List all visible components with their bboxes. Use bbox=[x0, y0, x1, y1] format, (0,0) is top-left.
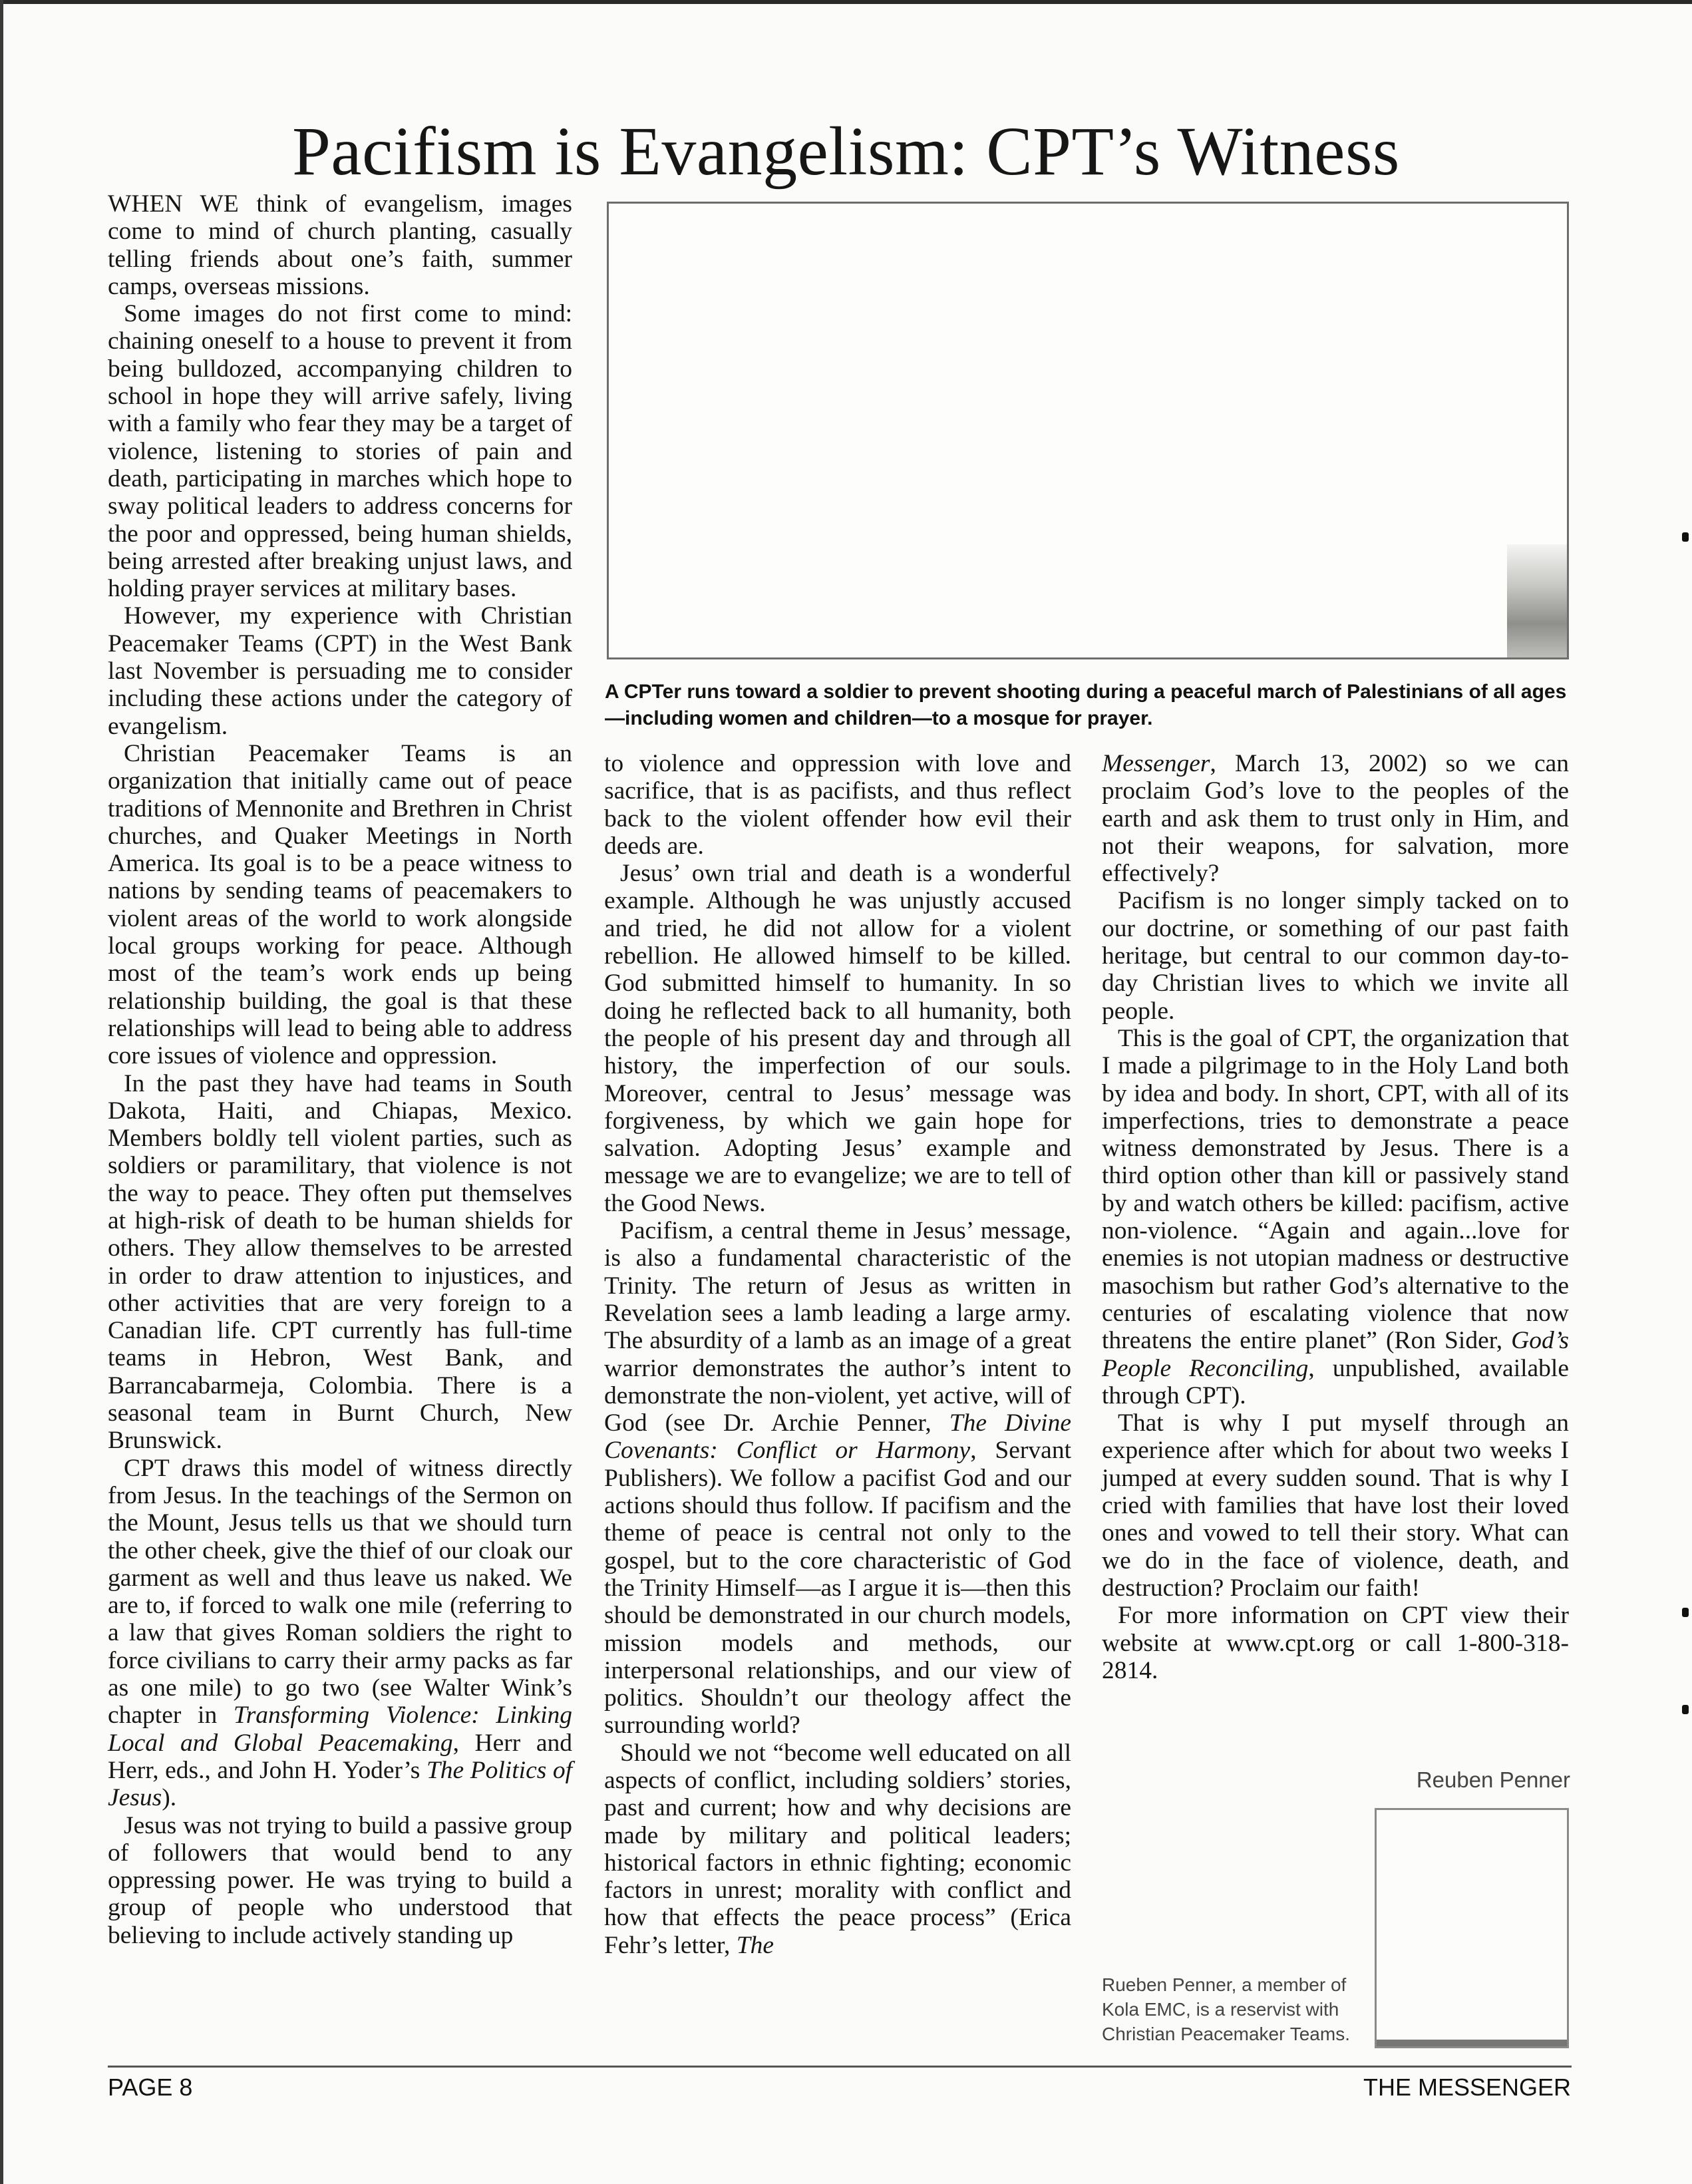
text-run: This is the goal of CPT, the organization that I made a pilgrimage to in the Holy Land both by idea and body. In short, CPT, with all of its imperfections, tries to demonstrate a peace witness demonstrated by Jesus. There is a third option other than kill or passively stand by and watch others be killed: pacifism, active non-violence. “Again and again...love for enemies is not utopian madness or destructive masochism but rather God’s alternative to the centuries of escalating violence that now threatens the entire planet” (Ron Sider, bbox=[1102, 1024, 1569, 1355]
book-title: Transforming Violence: Linking Local and Global Peacemaking bbox=[108, 1702, 572, 1757]
scan-edge-top bbox=[0, 0, 1692, 4]
page-number: PAGE 8 bbox=[108, 2074, 193, 2101]
article-column-2 bbox=[604, 750, 1071, 1959]
paragraph: Some images do not first come to mind: chaining oneself to a house to prevent it from being bulldozed, accompanying children to school in hope they will arrive safely, living with a family who fear they may be a target of violence, listening to stories of pain and death, participating in marches which hope to sway political leaders to address concerns for the poor and oppressed, being human shields, being arrested after breaking unjust laws, and holding prayer services at military bases. bbox=[108, 300, 572, 603]
text-run: ). bbox=[162, 1784, 177, 1812]
book-title: God’s People Reconciling bbox=[1102, 1327, 1569, 1382]
paragraph: For more information on CPT view their website at www.cpt.org or call 1-800-318-2814. bbox=[1102, 1602, 1569, 1684]
article-column-3 bbox=[1102, 750, 1569, 1684]
paragraph: Jesus was not trying to build a passive group of followers that would bend to any oppressing power. He was trying to build a group of people who understood that believing to include actively standing up bbox=[108, 1811, 572, 1949]
article-column-1 bbox=[108, 190, 572, 1949]
paragraph bbox=[604, 1739, 1071, 1959]
photo-shadow bbox=[1377, 2040, 1567, 2046]
text-run: Should we not “become well educated on all aspects of conflict, including soldiers’ stories, past and current; how and why decisions are made by military and political leaders; historical factors in ethnic fighting; economic factors in unrest; morality with conflict and how that effects the peace process” (Erica Fehr’s letter, bbox=[604, 1739, 1071, 1959]
scan-mark bbox=[1682, 1608, 1689, 1617]
paragraph bbox=[1102, 750, 1569, 887]
text-run: Pacifism, a central theme in Jesus’ message, is also a fundamental characteristic of the Trinity. The return of Jesus as written in Revelation sees a lamb leading a large army. The absurdity of a lamb as an image of a great warrior demonstrates the author’s intent to demonstrate the non-violent, yet active, will of God (see Dr. Archie Penner, bbox=[604, 1217, 1071, 1437]
scan-edge-left bbox=[0, 0, 3, 2184]
scan-mark bbox=[1682, 1705, 1689, 1714]
author-photo bbox=[1375, 1808, 1569, 2048]
article-photo bbox=[607, 202, 1569, 659]
paragraph: That is why I put myself through an experience after which for about two weeks I jumped at every sudden sound. That is why I cried with families that have lost their loved ones and vowed to tell their story. What can we do in the face of violence, death, and destruction? Proclaim our faith! bbox=[1102, 1409, 1569, 1602]
paragraph bbox=[1102, 1025, 1569, 1409]
paragraph bbox=[108, 1455, 572, 1812]
book-title: The Divine Covenants: Conflict or Harmony bbox=[604, 1409, 1071, 1465]
publication-title: The bbox=[736, 1931, 774, 1959]
paragraph: Jesus’ own trial and death is a wonderful example. Although he was unjustly accused and tried, he did not allow for a violent rebellion. He allowed himself to be killed. God submitted himself to humanity. In so doing he reflected back to all humanity, both the people of his present day and through all history, the imperfection of our souls. Moreover, central to Jesus’ message was forgiveness, by which we gain hope for salvation. Adopting Jesus’ example and message we are to evangelize; we are to tell of the Good News. bbox=[604, 860, 1071, 1217]
paragraph bbox=[604, 1217, 1071, 1739]
text-run: , Servant Publishers). We follow a pacifist God and our actions should thus follow. If pacifism and the theme of peace is central not only to the gospel, but to the core characteristic of God the Trinity Himself—as I argue it is—then this should be demonstrated in our church models, mission models and methods, our interpersonal relationships, and our view of politics. Shouldn’t our theology affect the surrounding world? bbox=[604, 1437, 1071, 1739]
paragraph: In the past they have had teams in South Dakota, Haiti, and Chiapas, Mexico. Members boldly tell violent parties, such as soldiers or paramilitary, that violence is not the way to peace. They often put themselves at high-risk of death to be human shields for others. They allow themselves to be arrested in order to draw attention to injustices, and other activities that are very foreign to a Canadian life. CPT currently has full-time teams in Hebron, West Bank, and Barrancabarmeja, Colombia. There is a seasonal team in Burnt Church, New Brunswick. bbox=[108, 1069, 572, 1455]
photo-figure bbox=[1507, 544, 1567, 657]
text-run: CPT draws this model of witness directly from Jesus. In the teachings of the Sermon on the Mount, Jesus tells us that we should turn the other cheek, give the thief of our cloak our garment as well and thus leave us naked. We are to, if forced to walk one mile (referring to a law that gives Roman soldiers the right to force civilians to carry their army packs as far as one mile) to go two (see Walter Wink’s chapter in bbox=[108, 1454, 572, 1729]
text-run: , Herr and Herr, eds., and John H. Yoder’s bbox=[108, 1729, 572, 1784]
photo-caption: A CPTer runs toward a soldier to prevent shooting during a peaceful march of Palestinians of all ages—including women and children—to a mosque for prayer. bbox=[605, 681, 1567, 729]
article-title: Pacifism is Evangelism: CPT’s Witness bbox=[292, 113, 1400, 190]
paragraph: Christian Peacemaker Teams is an organization that initially came out of peace traditions of Mennonite and Brethren in Christ churches, and Quaker Meetings in North America. Its goal is to be a peace witness to nations by sending teams of peacemakers to violent areas of the world to work alongside local groups working for peace. Although most of the team’s work ends up being relationship building, the goal is that these relationships will lead to being able to address core issues of violence and oppression. bbox=[108, 739, 572, 1070]
paragraph: to violence and oppression with love and sacrifice, that is as pacifists, and thus reflect back to the violent offender how evil their deeds are. bbox=[604, 750, 1071, 860]
publication-name: THE MESSENGER bbox=[1363, 2074, 1571, 2101]
footer-rule bbox=[108, 2066, 1572, 2068]
paragraph: WHEN WE think of evangelism, images come to mind of church planting, casually telling friends about one’s faith, summer camps, overseas missions. bbox=[108, 190, 572, 300]
text-run: , unpublished, available through CPT). bbox=[1102, 1354, 1569, 1409]
author-bio: Rueben Penner, a member of Kola EMC, is a reservist with Christian Peacemaker Teams. bbox=[1102, 1974, 1350, 2044]
author-byline: Reuben Penner bbox=[1416, 1767, 1570, 1792]
book-title: The Politics of Jesus bbox=[108, 1756, 573, 1812]
paragraph: Pacifism is no longer simply tacked on to our doctrine, or something of our past faith heritage, but central to our common day-to-day Christian lives to which we invite all people. bbox=[1102, 887, 1569, 1025]
publication-title: Messenger bbox=[1102, 750, 1210, 777]
paragraph: However, my experience with Christian Peacemaker Teams (CPT) in the West Bank last November is persuading me to consider including these actions under the category of evangelism. bbox=[108, 602, 572, 740]
scan-mark bbox=[1682, 532, 1689, 542]
text-run: , March 13, 2002) so we can proclaim God’s love to the peoples of the earth and ask them to trust only in Him, and not their weapons, for salvation, more effectively? bbox=[1102, 750, 1569, 888]
